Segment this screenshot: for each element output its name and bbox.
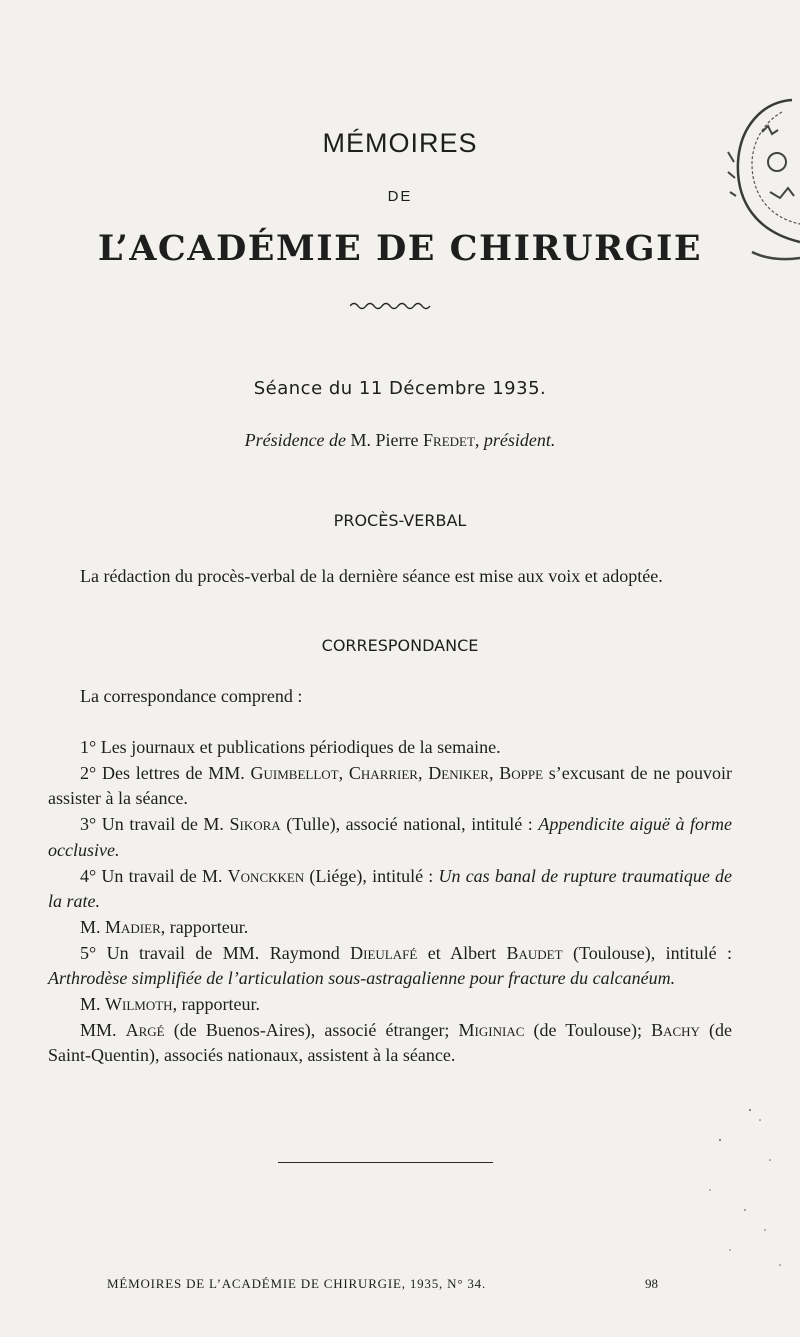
paper-speckles: [690, 1100, 790, 1280]
ornamental-separator: [350, 300, 432, 310]
name: Sikora: [229, 814, 281, 835]
name: Charrier: [348, 762, 418, 783]
name: Baudet: [506, 942, 563, 963]
proces-verbal-text: [48, 564, 732, 590]
name: Guimbellot: [250, 762, 339, 783]
text: MM.: [80, 1019, 126, 1040]
name: Bachy: [651, 1019, 700, 1040]
president-name-prefix: M. Pierre: [346, 430, 424, 450]
presidency-line: [0, 430, 800, 451]
text: 5° Un travail de MM. Raymond: [80, 942, 351, 963]
comma: ,: [474, 430, 484, 450]
name: Wilmoth: [105, 994, 173, 1015]
session-date: Séance du 11 Décembre 1935.: [253, 378, 547, 399]
correspondance-list: [48, 735, 732, 1069]
section-title-proces-verbal: PROCÈS-VERBAL: [333, 511, 467, 530]
work-title: Arthrodèse simplifiée de l’articulation sous-astragalienne pour fracture du calcanéum.: [48, 968, 676, 989]
rapporteur-2: [48, 992, 732, 1018]
text: (Tulle), associé national, intitulé :: [280, 814, 539, 835]
item-4: [48, 864, 732, 915]
name: Argé: [125, 1019, 165, 1040]
item-5: [48, 941, 732, 992]
rapporteur-1: [48, 915, 732, 941]
name: Boppe: [499, 762, 544, 783]
text: 2° Des lettres de MM.: [80, 762, 251, 783]
text: ,: [488, 762, 500, 783]
section-title-correspondance: CORRESPONDANCE: [321, 636, 479, 655]
footer-citation: MÉMOIRES DE L’ACADÉMIE DE CHIRURGIE, 1935, N° 34.: [107, 1276, 487, 1291]
text: , rapporteur.: [172, 994, 261, 1015]
text: M.: [80, 994, 106, 1015]
paragraph: La correspondance comprend :: [80, 686, 303, 706]
text: s’excusant de ne pouvoir assister à la séance.: [48, 762, 733, 809]
text: ,: [338, 762, 349, 783]
item-3: [48, 812, 732, 863]
president-surname: Fredet: [423, 430, 475, 450]
item-2: [48, 761, 732, 812]
item-1: 1° Les journaux et publications périodiques de la semaine.: [80, 737, 501, 757]
page-number: 98: [645, 1276, 658, 1291]
text: 3° Un travail de M.: [80, 814, 230, 835]
journal-title-line3: L’ACADÉMIE DE CHIRURGIE: [97, 228, 703, 269]
text: (de Saint-Quentin), associés nationaux, assistent à la séance.: [48, 1019, 733, 1066]
text: (de Buenos-Aires), associé étranger;: [164, 1019, 459, 1040]
paragraph: La rédaction du procès-verbal de la dernière séance est mise aux voix et adoptée.: [80, 566, 663, 586]
presidency-label: Présidence de: [244, 430, 347, 450]
journal-title-line1: MÉMOIRES: [322, 128, 478, 158]
name: Miginiac: [458, 1019, 525, 1040]
name: Dieulafé: [350, 942, 418, 963]
name: Madier: [105, 916, 161, 937]
text: et Albert: [417, 942, 507, 963]
text: , rapporteur.: [160, 916, 249, 937]
correspondance-intro: [48, 684, 732, 710]
text: (Toulouse), intitulé :: [562, 942, 733, 963]
name: Vonckken: [227, 865, 305, 886]
horizontal-rule: [278, 1162, 493, 1163]
text: M.: [80, 916, 106, 937]
text: ,: [417, 762, 429, 783]
text: 4° Un travail de M.: [80, 865, 228, 886]
text: (Liége), intitulé :: [304, 865, 439, 886]
attendees: [48, 1018, 732, 1069]
name: Deniker: [428, 762, 489, 783]
president-title: président.: [483, 430, 556, 450]
text: (de Toulouse);: [524, 1019, 652, 1040]
library-stamp-icon: [722, 92, 800, 270]
work-title: Appendicite aiguë à forme occlusive.: [48, 814, 733, 860]
work-title: Un cas banal de rupture traumatique de la rate.: [48, 865, 732, 912]
journal-title-line2: DE: [387, 188, 413, 205]
